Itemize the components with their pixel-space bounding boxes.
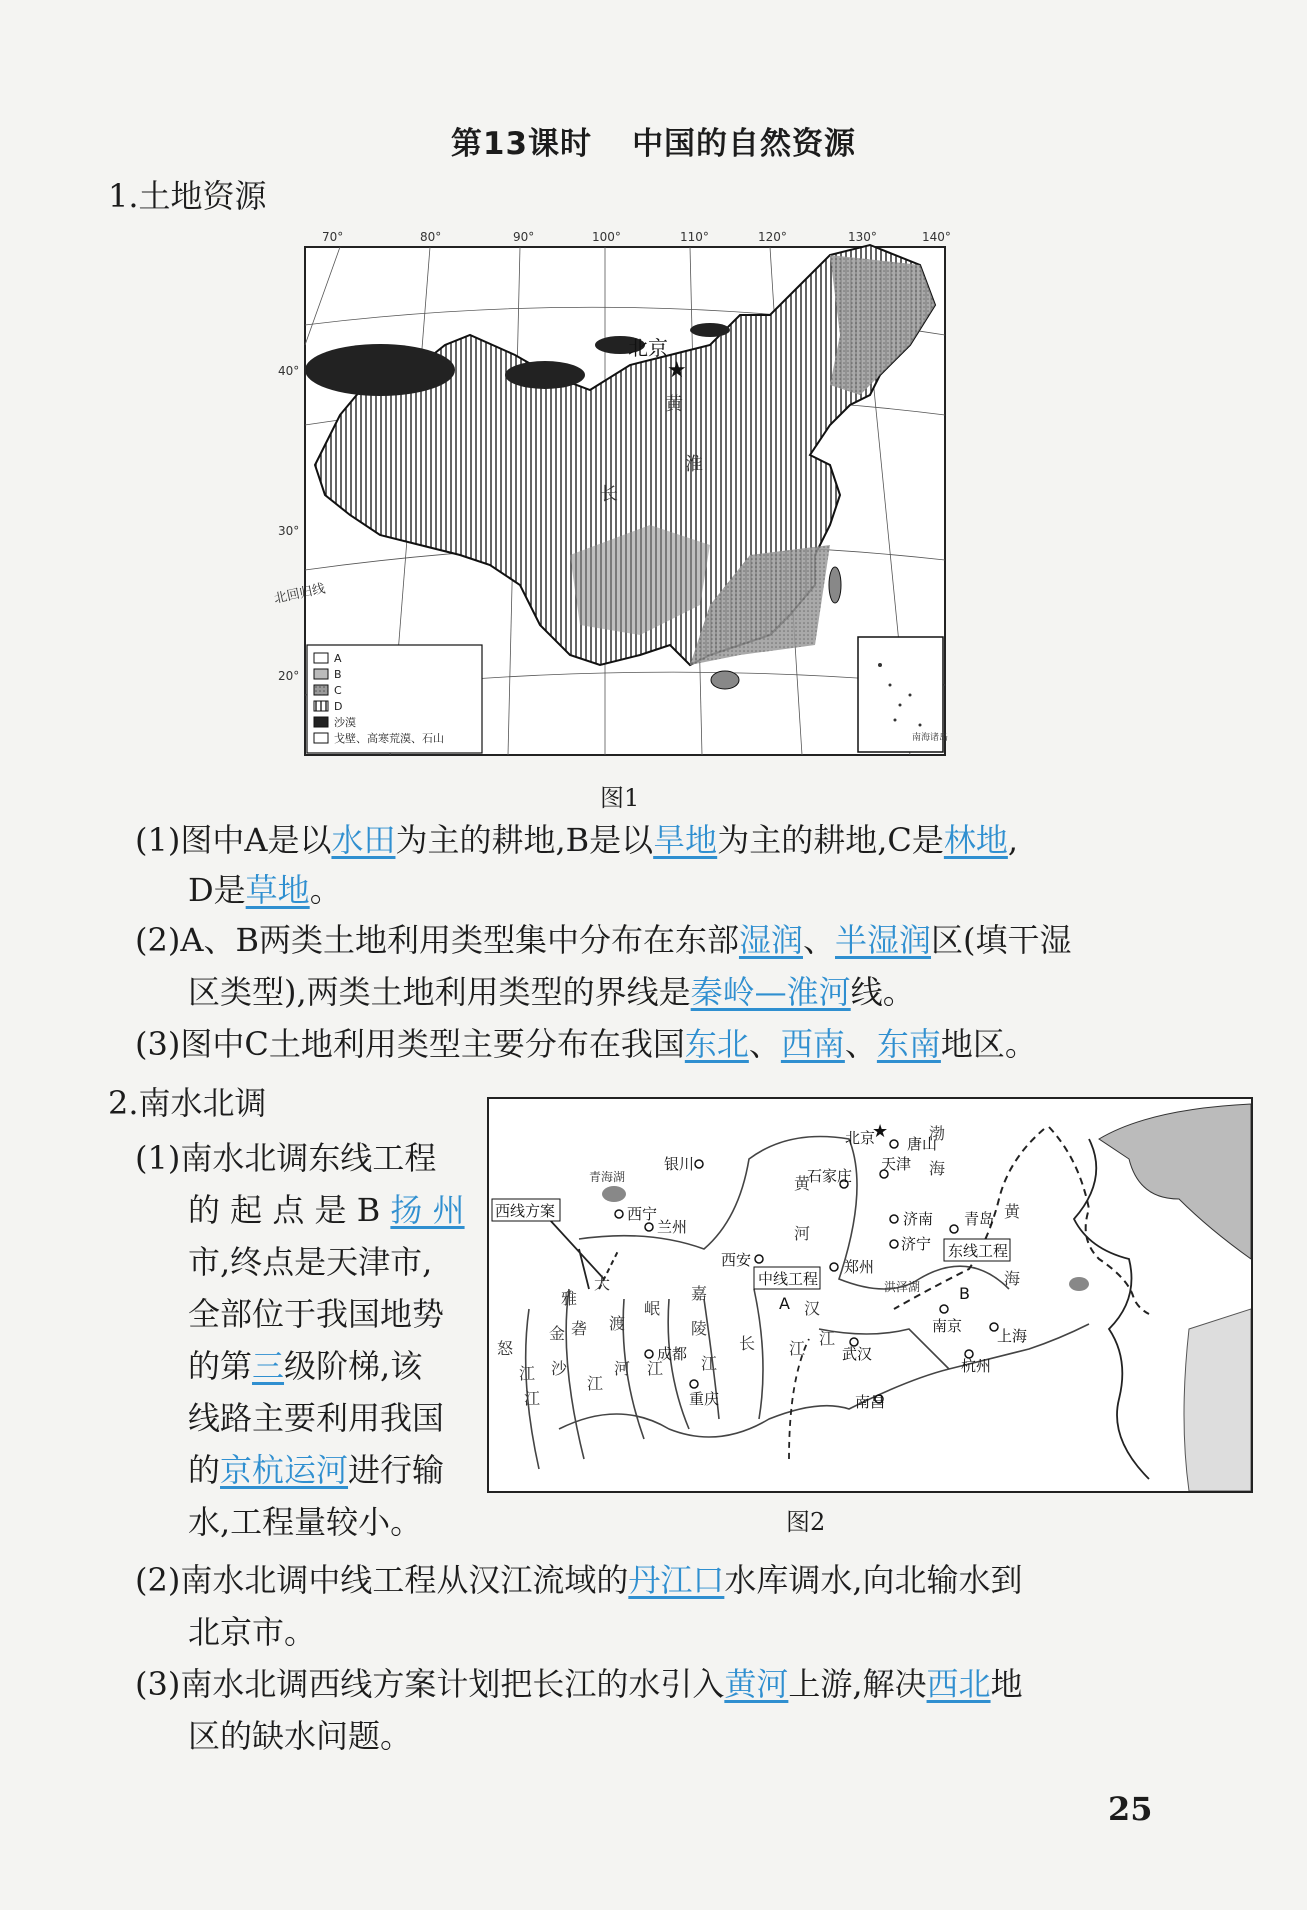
answer: 东北: [684, 1025, 749, 1063]
lat-label: 30°: [278, 524, 300, 538]
text: 进行输: [348, 1451, 445, 1489]
s2-q2-line1: [135, 1560, 1023, 1600]
city-label: 天津: [881, 1155, 912, 1173]
lon-label: 70°: [322, 230, 344, 244]
box-label: 中线工程: [758, 1270, 819, 1288]
answer: 林地: [943, 821, 1008, 859]
answer: 西南: [780, 1025, 845, 1063]
desert-taklimakan: [305, 344, 455, 396]
answer: 东南: [876, 1025, 941, 1063]
city-label: 杭州: [961, 1357, 992, 1375]
s1-q2-line1: [135, 920, 1072, 960]
legend-swatch: [314, 669, 328, 679]
s2-q1-line7: [188, 1450, 444, 1490]
river-char: 江: [789, 1339, 806, 1358]
s2-q3-line1: [135, 1664, 1023, 1704]
sea-char: 海: [929, 1159, 946, 1178]
answer: 西北: [926, 1665, 991, 1703]
point-label-b: B: [959, 1284, 970, 1303]
river-char: 河: [794, 1224, 811, 1243]
desert-horqin: [690, 323, 730, 337]
taiwan-island: [829, 567, 841, 603]
river-char: 汉: [804, 1299, 821, 1318]
river-char: 嘉: [691, 1284, 708, 1303]
river-char: 陵: [691, 1319, 708, 1338]
legend-swatch: [314, 733, 328, 743]
text: 的 起 点 是 B: [188, 1191, 381, 1229]
box-label: 西线方案: [495, 1202, 556, 1220]
river-char: 黄: [794, 1174, 811, 1193]
dadu-river: [668, 1299, 689, 1429]
city-label: 济宁: [901, 1235, 932, 1253]
text: 。: [309, 871, 342, 909]
legend-swatch: [314, 685, 328, 695]
beijing-label: 北京: [628, 336, 668, 360]
sea-char: 海: [1004, 1269, 1021, 1288]
answer: 半湿润: [835, 921, 932, 959]
s2-q1-line2: [188, 1190, 465, 1230]
lat-label: 40°: [278, 364, 300, 378]
lake-label: 洪泽湖: [884, 1280, 921, 1294]
jialing-river: [754, 1289, 763, 1419]
text: 、: [844, 1025, 877, 1063]
qinghai-lake: [602, 1186, 626, 1202]
page-number: 25: [1108, 1790, 1153, 1828]
river-char: 金: [549, 1324, 566, 1343]
city-label: 银川: [664, 1155, 695, 1173]
city-label: 重庆: [689, 1390, 720, 1408]
city-label: 兰州: [657, 1218, 688, 1236]
answer: 旱地: [653, 821, 718, 859]
figure2-caption: 图2: [786, 1508, 826, 1536]
s1-q3-line: [135, 1024, 1037, 1064]
river-char: 怒: [497, 1339, 514, 1358]
point-label-a: A: [779, 1294, 790, 1313]
lon-label: 80°: [420, 230, 442, 244]
legend-label: 沙漠: [334, 716, 356, 729]
legend-swatch: [314, 717, 328, 727]
section1-heading: 1.土地资源: [108, 177, 267, 215]
lon-label: 120°: [758, 230, 787, 244]
s2-q1-line6: 线路主要利用我国: [188, 1399, 445, 1437]
tropic-label: 北回归线: [272, 581, 327, 607]
legend-swatch: [314, 653, 328, 663]
city-label: 成都: [657, 1345, 688, 1363]
s2-q2-line2: 北京市。: [188, 1613, 317, 1651]
city-label: 唐山: [907, 1135, 938, 1153]
legend-label: D: [334, 700, 343, 713]
beijing-star-icon: ★: [872, 1121, 889, 1142]
legend-label: C: [334, 684, 342, 697]
water-diversion-map-svg: [489, 1099, 1251, 1491]
lon-label: 110°: [680, 230, 709, 244]
inset-label: 南海诸岛: [912, 733, 949, 743]
s2-q1-line1: (1)南水北调东线工程: [135, 1139, 437, 1177]
answer: 秦岭—淮河: [690, 973, 851, 1011]
river-char: 雅: [561, 1289, 578, 1308]
page-title: [0, 118, 1307, 163]
figure1-caption: 图1: [600, 784, 640, 812]
answer: 黄河: [724, 1665, 789, 1703]
lon-label: 140°: [922, 230, 950, 244]
jinsha-river: [566, 1289, 584, 1459]
answer: 京杭运河: [220, 1451, 349, 1489]
region-label: 长: [600, 484, 618, 505]
answer: 草地: [245, 871, 310, 909]
city-label: 青岛: [964, 1210, 995, 1228]
han-river: [819, 1329, 949, 1369]
city-label: 济南: [903, 1210, 934, 1228]
text: 级阶梯,该: [284, 1347, 423, 1385]
text: (3)南水北调西线方案计划把长江的水引入: [135, 1665, 725, 1703]
text: 的: [188, 1451, 221, 1489]
text: 水库调水,向北输水到: [724, 1561, 1023, 1599]
river-char: 江: [647, 1359, 664, 1378]
river-char: 岷: [644, 1299, 661, 1318]
city-label: 郑州: [844, 1258, 875, 1276]
figure2-water-diversion-map: [487, 1097, 1253, 1493]
region-label: 黄: [665, 394, 683, 415]
lon-label: 90°: [513, 230, 535, 244]
city-label: 上海: [997, 1327, 1028, 1345]
river-char: 江: [819, 1329, 836, 1348]
lon-label: 100°: [592, 230, 621, 244]
text: 为主的耕地,C是: [717, 821, 944, 859]
s2-q1-line4: 全部位于我国地势: [188, 1295, 445, 1333]
land-use-map-svg: [270, 225, 950, 760]
river-char: 砻: [571, 1319, 588, 1338]
legend-label: 戈壁、高寒荒漠、石山: [334, 732, 444, 745]
text: (2)南水北调中线工程从汉江流域的: [135, 1561, 629, 1599]
bohai-sea-region: [1099, 1104, 1251, 1259]
answer: 水田: [331, 821, 396, 859]
lesson-topic: 中国的自然资源: [632, 126, 857, 162]
city-label: 南昌: [855, 1393, 886, 1411]
text: 为主的耕地,B是以: [395, 821, 654, 859]
text: (1)图中A是以: [135, 821, 332, 859]
text: (3)图中C土地利用类型主要分布在我国: [135, 1025, 685, 1063]
text: 、: [748, 1025, 781, 1063]
s2-q1-line8: 水,工程量较小。: [188, 1503, 423, 1541]
sea-char: 渤: [929, 1124, 946, 1143]
s1-q2-line2: [188, 972, 915, 1012]
text: 地: [990, 1665, 1023, 1703]
river-char: 沙: [551, 1359, 568, 1378]
text: D是: [188, 871, 246, 909]
text: ,: [1007, 821, 1019, 859]
s2-q1-line5: [188, 1346, 422, 1386]
section2-heading: 2.南水北调: [108, 1084, 267, 1122]
text: 上游,解决: [788, 1665, 927, 1703]
s1-q1-line2: [188, 870, 342, 910]
s1-q1-line1: [135, 820, 1018, 860]
text: 线。: [850, 973, 915, 1011]
region-label: 淮: [685, 454, 703, 475]
river-char: 江: [524, 1389, 541, 1408]
answer: 湿润: [738, 921, 803, 959]
city-label: 西安: [721, 1251, 752, 1269]
text: 的第: [188, 1347, 253, 1385]
box-label: 东线工程: [948, 1242, 1009, 1260]
city-label: 西宁: [627, 1205, 658, 1223]
text: 地区。: [940, 1025, 1037, 1063]
city-label: 北京: [845, 1129, 876, 1147]
river-char: 渡: [609, 1314, 626, 1333]
answer: 丹江口: [628, 1561, 725, 1599]
city-label: 石家庄: [807, 1167, 853, 1185]
legend-label: B: [334, 668, 342, 681]
desert-badain: [505, 361, 585, 389]
river-char: 长: [739, 1334, 756, 1353]
river-char: 江: [519, 1364, 536, 1383]
sea-char: 黄: [1004, 1202, 1021, 1221]
river-char: 河: [614, 1359, 631, 1378]
city-label: 南京: [932, 1317, 963, 1335]
lesson-number: 第13课时: [450, 126, 593, 162]
lat-label: 20°: [278, 669, 300, 683]
beijing-star-icon: ★: [667, 358, 687, 383]
text: 、: [802, 921, 835, 959]
answer: 扬 州: [390, 1191, 465, 1229]
s2-q1-line3: 市,终点是天津市,: [188, 1243, 433, 1281]
river-char: 江: [587, 1374, 604, 1393]
hongze-lake: [1069, 1277, 1089, 1291]
river-char: 大: [594, 1274, 611, 1293]
city-label: 武汉: [842, 1345, 873, 1363]
text: 区类型),两类土地利用类型的界线是: [188, 973, 691, 1011]
lake-label: 青海湖: [589, 1170, 626, 1184]
river-char: 江: [701, 1354, 718, 1373]
answer: 三: [252, 1347, 285, 1385]
legend-swatch: [314, 701, 328, 711]
east-sea-region: [1184, 1309, 1251, 1491]
figure1-land-use-map: [270, 225, 950, 760]
hainan-island: [711, 671, 739, 689]
text: 区(填干湿: [931, 921, 1072, 959]
s2-q3-line2: 区的缺水问题。: [188, 1717, 413, 1755]
text: (2)A、B两类土地利用类型集中分布在东部: [135, 921, 739, 959]
legend-label: A: [334, 652, 342, 665]
lon-label: 130°: [848, 230, 877, 244]
